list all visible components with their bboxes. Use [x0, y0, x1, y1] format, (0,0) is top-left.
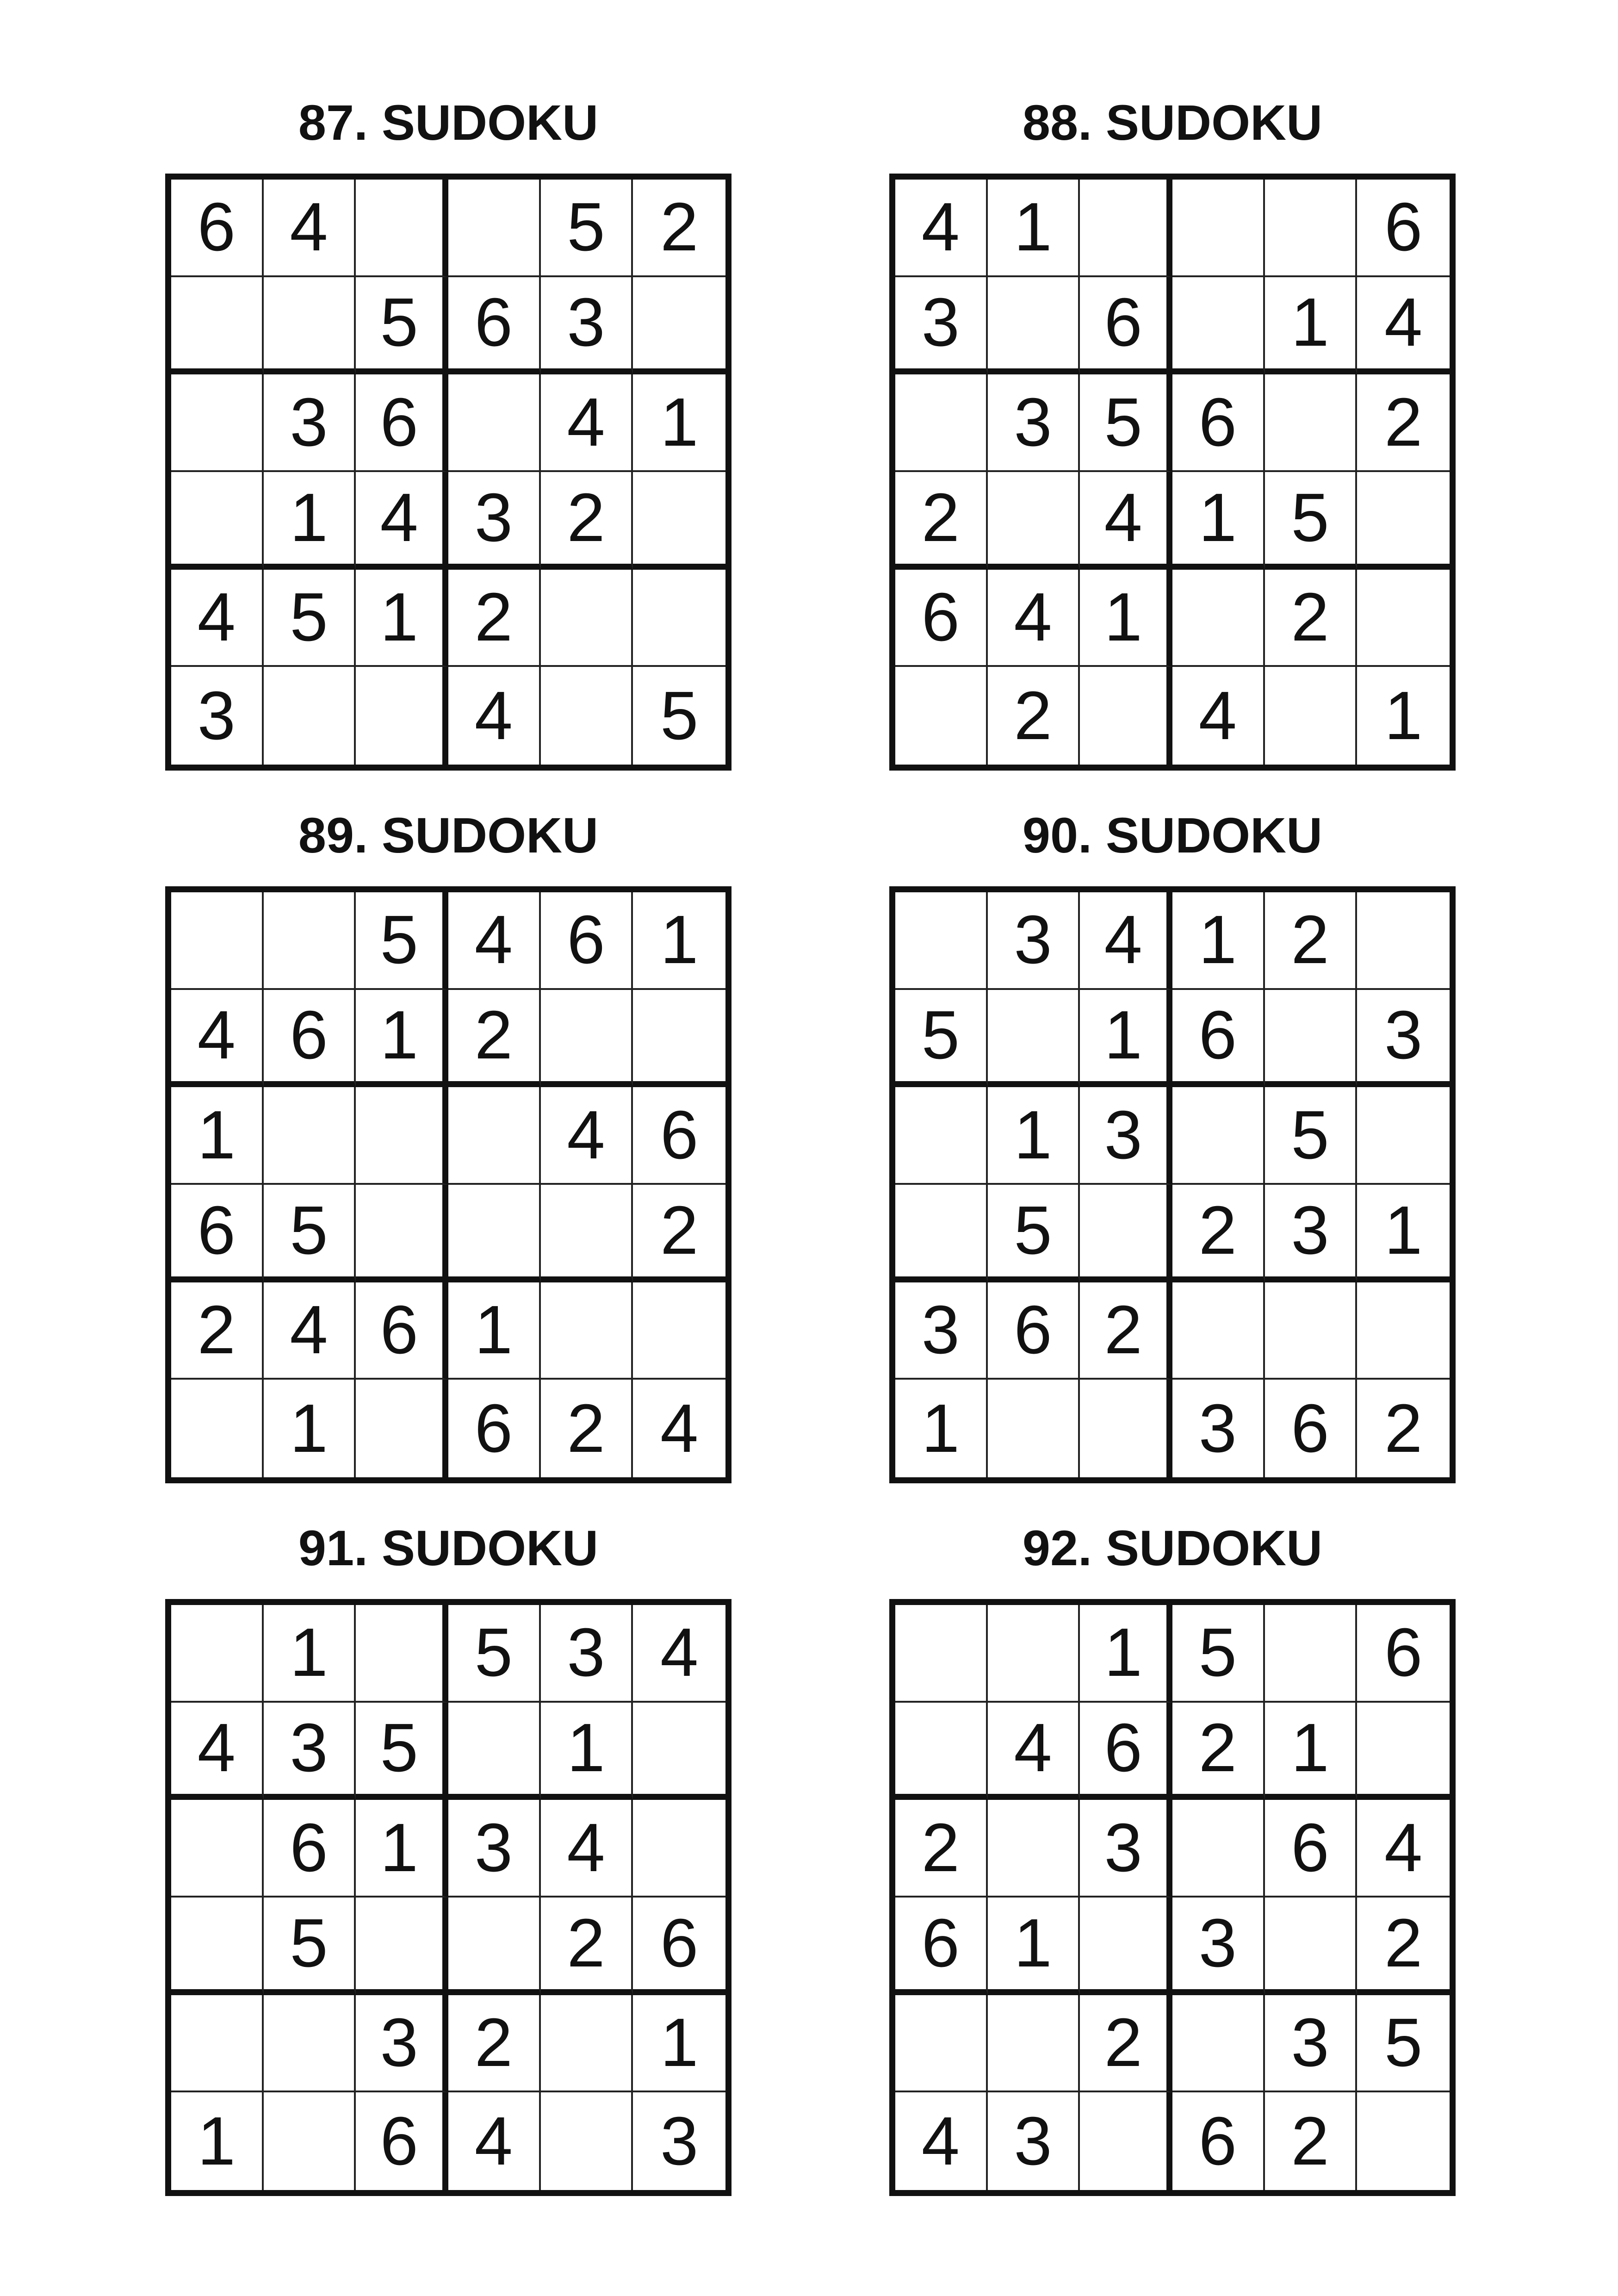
- given-cell: 1: [1384, 677, 1423, 754]
- given-cell: 4: [171, 1703, 264, 1800]
- empty-cell[interactable]: [895, 1087, 988, 1185]
- given-cell: 3: [988, 374, 1080, 472]
- sudoku-grid: [165, 1599, 732, 2196]
- given-cell: 3: [448, 1800, 541, 1898]
- given-cell: 6: [356, 1282, 448, 1380]
- empty-cell[interactable]: [895, 1995, 988, 2093]
- empty-cell[interactable]: [264, 277, 356, 375]
- given-cell: 3: [988, 892, 1080, 990]
- empty-cell[interactable]: [1080, 1898, 1172, 1995]
- puzzle-title: 87. SUDOKU: [298, 94, 599, 150]
- given-cell: 3: [1265, 1995, 1358, 2093]
- empty-cell[interactable]: [264, 892, 356, 990]
- puzzle-title: 91. SUDOKU: [298, 1520, 599, 1576]
- given-cell: 2: [171, 1282, 264, 1380]
- given-cell: 3: [264, 1703, 356, 1800]
- given-cell: 4: [541, 1800, 633, 1898]
- empty-cell[interactable]: [1172, 1995, 1265, 2093]
- empty-cell[interactable]: [448, 1703, 541, 1800]
- given-cell: 5: [1265, 1087, 1358, 1185]
- empty-cell[interactable]: [1357, 2092, 1450, 2190]
- given-cell: 6: [264, 1800, 356, 1898]
- empty-cell[interactable]: [1357, 1703, 1450, 1800]
- empty-cell[interactable]: [1172, 1087, 1265, 1185]
- sudoku-grid: [165, 886, 732, 1483]
- given-cell: 6: [171, 1185, 264, 1282]
- empty-cell[interactable]: [988, 990, 1080, 1088]
- empty-cell[interactable]: [448, 374, 541, 472]
- empty-cell[interactable]: [1357, 570, 1450, 667]
- given-cell: 6: [895, 570, 988, 667]
- empty-cell[interactable]: [171, 1898, 264, 1995]
- given-cell: 4: [1080, 892, 1172, 990]
- given-cell: 1: [1265, 1703, 1358, 1800]
- given-cell: 2: [1357, 1898, 1450, 1995]
- empty-cell[interactable]: [171, 1800, 264, 1898]
- empty-cell[interactable]: [1357, 1087, 1450, 1185]
- given-cell: 6: [1080, 277, 1172, 375]
- given-cell: 5: [988, 1185, 1080, 1282]
- given-cell: 3: [356, 1995, 448, 2093]
- empty-cell[interactable]: [633, 277, 725, 375]
- given-cell: 2: [1384, 1390, 1423, 1467]
- empty-cell[interactable]: [1265, 667, 1358, 765]
- given-cell: 2: [448, 990, 541, 1088]
- empty-cell[interactable]: [895, 1605, 988, 1703]
- given-cell: 1: [171, 2092, 264, 2190]
- empty-cell[interactable]: [1265, 1898, 1358, 1995]
- given-cell: 2: [1172, 1185, 1265, 1282]
- empty-cell[interactable]: [356, 1605, 448, 1703]
- empty-cell[interactable]: [448, 1898, 541, 1995]
- sudoku-grid: [889, 886, 1456, 1483]
- given-cell: 4: [1172, 667, 1265, 765]
- given-cell: 2: [633, 1185, 725, 1282]
- empty-cell[interactable]: [356, 667, 448, 765]
- given-cell: 4: [988, 1703, 1080, 1800]
- given-cell: 3: [448, 472, 541, 570]
- given-cell: 4: [1357, 277, 1450, 375]
- empty-cell[interactable]: [264, 1995, 356, 2093]
- given-cell: 6: [541, 892, 633, 990]
- empty-cell[interactable]: [171, 277, 264, 375]
- given-cell: 3: [1080, 1800, 1172, 1898]
- given-cell: 6: [264, 990, 356, 1088]
- empty-cell[interactable]: [541, 1282, 633, 1380]
- given-cell: 3: [541, 1605, 633, 1703]
- given-cell: 4: [895, 2092, 988, 2190]
- empty-cell[interactable]: [1265, 1605, 1358, 1703]
- given-cell: 2: [541, 1380, 633, 1477]
- given-cell: 2: [1080, 1995, 1172, 2093]
- given-cell: 2: [541, 1898, 633, 1995]
- given-cell: 3: [1357, 990, 1450, 1088]
- given-cell: 1: [633, 1995, 725, 2093]
- given-cell: 4: [541, 374, 633, 472]
- given-cell: 6: [633, 1087, 725, 1185]
- empty-cell[interactable]: [988, 1380, 1080, 1477]
- given-cell: 3: [1172, 1380, 1265, 1477]
- empty-cell[interactable]: [264, 2092, 356, 2190]
- puzzle-title: 90. SUDOKU: [1022, 807, 1323, 863]
- given-cell: 2: [1357, 374, 1450, 472]
- empty-cell[interactable]: [988, 1800, 1080, 1898]
- given-cell: 2: [895, 472, 988, 570]
- empty-cell[interactable]: [1080, 1185, 1172, 1282]
- empty-cell[interactable]: [171, 374, 264, 472]
- empty-cell[interactable]: [1357, 892, 1450, 990]
- empty-cell[interactable]: [895, 892, 988, 990]
- empty-cell[interactable]: [633, 472, 725, 570]
- given-cell: 4: [660, 1390, 699, 1467]
- empty-cell[interactable]: [1080, 667, 1172, 765]
- empty-cell[interactable]: [1265, 990, 1358, 1088]
- given-cell: 1: [356, 570, 448, 667]
- given-cell: 2: [448, 1995, 541, 2093]
- given-cell: 2: [1172, 1703, 1265, 1800]
- given-cell: 5: [1357, 1995, 1450, 2093]
- given-cell: 5: [356, 277, 448, 375]
- empty-cell[interactable]: [1265, 180, 1358, 277]
- given-cell: 4: [171, 990, 264, 1088]
- empty-cell[interactable]: [1080, 2092, 1172, 2190]
- given-cell: 1: [1357, 1185, 1450, 1282]
- given-cell: 1: [264, 1605, 356, 1703]
- given-cell: 6: [356, 374, 448, 472]
- given-cell: 2: [633, 180, 725, 277]
- empty-cell[interactable]: [1080, 1380, 1172, 1477]
- empty-cell[interactable]: [895, 667, 988, 765]
- sudoku-grid: [889, 174, 1456, 771]
- given-cell: 1: [1172, 892, 1265, 990]
- given-cell: 3: [1265, 1185, 1358, 1282]
- empty-cell[interactable]: [264, 667, 356, 765]
- given-cell: 6: [1172, 990, 1265, 1088]
- given-cell: 2: [1265, 570, 1358, 667]
- given-cell: 2: [895, 1800, 988, 1898]
- given-cell: 4: [356, 472, 448, 570]
- given-cell: 3: [1172, 1898, 1265, 1995]
- empty-cell[interactable]: [633, 990, 725, 1088]
- given-cell: 1: [356, 990, 448, 1088]
- given-cell: 3: [264, 374, 356, 472]
- given-cell: 6: [356, 2092, 448, 2190]
- given-cell: 6: [1080, 1703, 1172, 1800]
- given-cell: 1: [1172, 472, 1265, 570]
- empty-cell[interactable]: [1172, 570, 1265, 667]
- given-cell: 2: [541, 472, 633, 570]
- empty-cell[interactable]: [356, 180, 448, 277]
- empty-cell[interactable]: [1172, 180, 1265, 277]
- given-cell: 5: [264, 1185, 356, 1282]
- given-cell: 4: [264, 180, 356, 277]
- given-cell: 4: [171, 570, 264, 667]
- empty-cell[interactable]: [541, 2092, 633, 2190]
- given-cell: 1: [633, 374, 725, 472]
- given-cell: 1: [1265, 277, 1358, 375]
- given-cell: 4: [264, 1282, 356, 1380]
- empty-cell[interactable]: [171, 1605, 264, 1703]
- given-cell: 1: [1080, 990, 1172, 1088]
- given-cell: 5: [895, 990, 988, 1088]
- empty-cell[interactable]: [448, 1087, 541, 1185]
- empty-cell[interactable]: [541, 667, 633, 765]
- given-cell: 5: [356, 1703, 448, 1800]
- empty-cell[interactable]: [541, 990, 633, 1088]
- empty-cell[interactable]: [541, 1185, 633, 1282]
- empty-cell[interactable]: [633, 1703, 725, 1800]
- empty-cell[interactable]: [1265, 374, 1358, 472]
- given-cell: 6: [1172, 2092, 1265, 2190]
- given-cell: 1: [264, 472, 356, 570]
- empty-cell[interactable]: [1080, 180, 1172, 277]
- empty-cell[interactable]: [541, 570, 633, 667]
- given-cell: 5: [541, 180, 633, 277]
- empty-cell[interactable]: [448, 1185, 541, 1282]
- given-cell: 5: [660, 677, 699, 754]
- empty-cell[interactable]: [895, 374, 988, 472]
- given-cell: 3: [895, 1282, 988, 1380]
- given-cell: 5: [356, 892, 448, 990]
- given-cell: 4: [448, 2092, 541, 2190]
- empty-cell[interactable]: [988, 277, 1080, 375]
- given-cell: 5: [1080, 374, 1172, 472]
- given-cell: 6: [988, 1282, 1080, 1380]
- given-cell: 4: [895, 180, 988, 277]
- given-cell: 1: [895, 1380, 988, 1477]
- empty-cell[interactable]: [171, 892, 264, 990]
- given-cell: 1: [448, 1282, 541, 1380]
- empty-cell[interactable]: [171, 1995, 264, 2093]
- given-cell: 6: [448, 277, 541, 375]
- empty-cell[interactable]: [633, 570, 725, 667]
- sudoku-grid: [165, 174, 732, 771]
- given-cell: 1: [1080, 1605, 1172, 1703]
- given-cell: 1: [633, 892, 725, 990]
- given-cell: 2: [1080, 1282, 1172, 1380]
- given-cell: 3: [541, 277, 633, 375]
- given-cell: 3: [895, 277, 988, 375]
- empty-cell[interactable]: [1357, 472, 1450, 570]
- given-cell: 4: [633, 1605, 725, 1703]
- given-cell: 3: [660, 2103, 699, 2179]
- given-cell: 2: [1265, 892, 1358, 990]
- given-cell: 5: [264, 1898, 356, 1995]
- empty-cell[interactable]: [1265, 1282, 1358, 1380]
- given-cell: 6: [448, 1380, 541, 1477]
- given-cell: 2: [988, 667, 1080, 765]
- empty-cell[interactable]: [895, 1703, 988, 1800]
- given-cell: 2: [1265, 2092, 1358, 2190]
- empty-cell[interactable]: [633, 1282, 725, 1380]
- empty-cell[interactable]: [356, 1898, 448, 1995]
- puzzle-title: 92. SUDOKU: [1022, 1520, 1323, 1576]
- given-cell: 3: [1080, 1087, 1172, 1185]
- given-cell: 6: [171, 180, 264, 277]
- given-cell: 3: [988, 2092, 1080, 2190]
- given-cell: 1: [356, 1800, 448, 1898]
- empty-cell[interactable]: [988, 1995, 1080, 2093]
- given-cell: 6: [1265, 1380, 1358, 1477]
- given-cell: 5: [264, 570, 356, 667]
- given-cell: 5: [448, 1605, 541, 1703]
- given-cell: 5: [1172, 1605, 1265, 1703]
- empty-cell[interactable]: [541, 1995, 633, 2093]
- empty-cell[interactable]: [264, 1087, 356, 1185]
- empty-cell[interactable]: [171, 472, 264, 570]
- puzzle-title: 89. SUDOKU: [298, 807, 599, 863]
- given-cell: 1: [988, 1087, 1080, 1185]
- given-cell: 4: [1357, 1800, 1450, 1898]
- given-cell: 4: [541, 1087, 633, 1185]
- empty-cell[interactable]: [1172, 1800, 1265, 1898]
- given-cell: 1: [171, 1087, 264, 1185]
- empty-cell[interactable]: [171, 1380, 264, 1477]
- empty-cell[interactable]: [895, 1185, 988, 1282]
- given-cell: 6: [1172, 374, 1265, 472]
- given-cell: 1: [988, 1898, 1080, 1995]
- given-cell: 4: [448, 667, 541, 765]
- given-cell: 1: [988, 180, 1080, 277]
- given-cell: 6: [1357, 180, 1450, 277]
- empty-cell[interactable]: [1357, 1282, 1450, 1380]
- given-cell: 2: [448, 570, 541, 667]
- empty-cell[interactable]: [356, 1185, 448, 1282]
- given-cell: 6: [1265, 1800, 1358, 1898]
- given-cell: 1: [541, 1703, 633, 1800]
- empty-cell[interactable]: [988, 1605, 1080, 1703]
- given-cell: 6: [895, 1898, 988, 1995]
- given-cell: 1: [1080, 570, 1172, 667]
- given-cell: 4: [1080, 472, 1172, 570]
- given-cell: 6: [633, 1898, 725, 1995]
- empty-cell[interactable]: [448, 180, 541, 277]
- puzzle-title: 88. SUDOKU: [1022, 94, 1323, 150]
- empty-cell[interactable]: [1172, 1282, 1265, 1380]
- sudoku-grid: [889, 1599, 1456, 2196]
- given-cell: 3: [171, 667, 264, 765]
- given-cell: 1: [264, 1380, 356, 1477]
- given-cell: 4: [988, 570, 1080, 667]
- given-cell: 6: [1357, 1605, 1450, 1703]
- empty-cell[interactable]: [633, 1800, 725, 1898]
- given-cell: 4: [448, 892, 541, 990]
- given-cell: 5: [1265, 472, 1358, 570]
- empty-cell[interactable]: [988, 472, 1080, 570]
- empty-cell[interactable]: [356, 1087, 448, 1185]
- empty-cell[interactable]: [356, 1380, 448, 1477]
- empty-cell[interactable]: [1172, 277, 1265, 375]
